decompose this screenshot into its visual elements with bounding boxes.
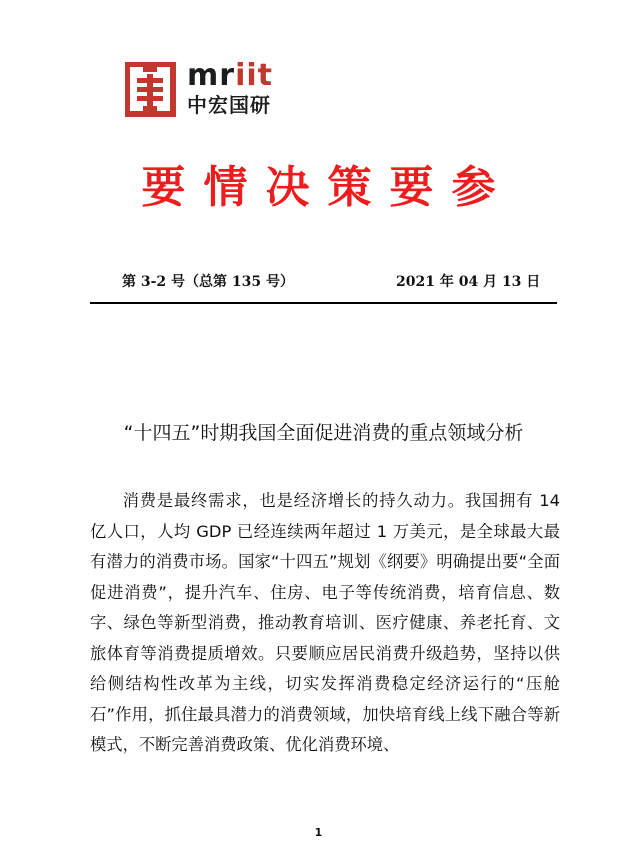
article-paragraph: 消费是最终需求，也是经济增长的持久动力。我国拥有 14 亿人口，人均 GDP 已经连续两年超过 1 万美元，是全球最大最有潜力的消费市场。国家“十四五”规划《纲要》明确提出要“全面促进消费”，提升汽车、住房、电子等传统消费，培育信息、数字、绿色等新型消费，推动教育培训、医疗健康、养老托育、文旅体育等消费提质增效。只要顺应居民消费升级趋势，坚持以供给侧结构性改革为主线，切实发挥消费稳定经济运行的“压舱石”作用，抓住最具潜力的消费领域，加快培育线上线下融合等新模式，不断完善消费政策、优化消费环境、 xyxy=(90,491,560,754)
logo-wordmark-prefix: mr xyxy=(187,58,236,93)
logo-chinese-name: 中宏国研 xyxy=(187,93,271,117)
page-number: 1 xyxy=(314,826,323,839)
mriit-logo xyxy=(125,58,285,122)
issue-number: 第 3-2 号（总第 135 号） xyxy=(122,274,295,290)
publication-masthead: 要情决策要参 xyxy=(141,162,514,213)
logo-wordmark-suffix: iit xyxy=(235,58,273,93)
article-title: “十四五”时期我国全面促进消费的重点领域分析 xyxy=(123,422,524,444)
issue-date: 2021 年 04 月 13 日 xyxy=(396,274,541,290)
logo-wordmark xyxy=(187,60,273,92)
header-divider xyxy=(90,302,557,304)
mriit-logo-mark-icon xyxy=(125,62,179,118)
